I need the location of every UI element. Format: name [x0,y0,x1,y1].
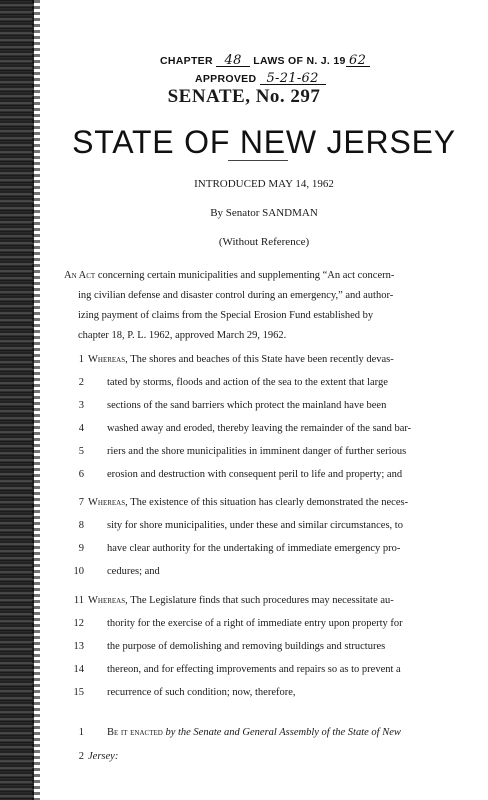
clause-line: erosion and destruction with consequent peril to life and property; and [107,469,403,480]
clause-line: Whereas, The existence of this situation has clearly demonstrated the neces- [88,497,409,508]
whereas-lead: Whereas, [88,497,128,508]
enacting-lead: Be it enacted [107,727,163,738]
clause-line: the purpose of demolishing and removing buildings and structures [107,641,386,652]
clause-line: thority for the exercise of a right of immediate entry upon property for [107,618,403,629]
approved-date: 5-21-62 [260,73,326,85]
clause-line: sections of the sand barriers which protect the mainland have been [107,400,387,411]
whereas-lead: Whereas, [88,354,128,365]
enacting-clause: Be it enacted by the Senate and General Assembly of the State of New [107,727,401,738]
reference-note: (Without Reference) [218,236,310,248]
chapter-label: CHAPTER [160,55,213,67]
sponsor: By Senator SANDMAN [210,207,318,219]
line-number: 3 [78,400,84,411]
title-line: chapter 18, P. L. 1962, approved March 29, 1962. [78,330,287,341]
clause-line: have clear authority for the undertaking of immediate emergency pro- [107,543,401,554]
clause-line: washed away and eroded, thereby leaving the remainder of the sand bar- [107,423,412,434]
line-number: 5 [78,446,84,457]
whereas-lead: Whereas, [88,595,128,606]
title-line: ing civilian defense and disaster control during an emergency,” and author- [78,290,394,301]
line-number: 7 [78,497,84,508]
clause-line: cedures; and [107,566,160,577]
clause-line: Whereas, The Legislature finds that such procedures may necessitate au- [88,595,394,606]
line-number: 12 [73,618,84,629]
line-number: 9 [78,543,84,554]
enacting-clause: Jersey: [88,751,119,762]
clause-line: tated by storms, floods and action of the sea to the extent that large [107,377,388,388]
chapter-stamp [160,55,370,67]
approved-label: APPROVED [195,73,257,85]
chapter-number: 48 [216,55,250,67]
senate-bill-number: SENATE, No. 297 [167,86,321,107]
line-number: 10 [73,566,84,577]
line-number: 13 [73,641,84,652]
state-heading: STATE OF NEW JERSEY [72,124,456,160]
binding-edge [0,0,34,800]
line-number: 2 [78,377,84,388]
act-title [64,266,412,346]
clause-line: recurrence of such condition; now, therefore, [107,687,296,698]
clause-line: thereon, and for effecting improvements and repairs so as to prevent a [107,664,401,675]
act-lead: An Act [64,270,96,281]
line-number: 4 [78,423,84,434]
line-number: 1 [78,354,84,365]
title-line: An Act concerning certain municipalities and supplementing “An act concern- [64,270,395,281]
approved-stamp [195,73,326,85]
line-number: 15 [73,687,84,698]
line-number: 11 [73,595,84,606]
line-number: 6 [78,469,84,480]
line-number: 2 [78,751,84,762]
line-number: 8 [78,520,84,531]
line-number: 14 [73,664,84,675]
clause-line: riers and the shore municipalities in imminent danger of further serious [107,446,407,457]
line-number: 1 [78,727,84,738]
introduced-date: INTRODUCED MAY 14, 1962 [194,178,334,190]
clause-line: sity for shore municipalities, under these and similar circumstances, to [107,520,403,531]
laws-label: LAWS OF N. J. 19 [253,55,346,67]
clause-line: Whereas, The shores and beaches of this State have been recently devas- [88,354,394,365]
year-value: 62 [346,55,370,67]
title-line: izing payment of claims from the Special Erosion Fund established by [78,310,374,321]
heading-rule [228,160,288,161]
